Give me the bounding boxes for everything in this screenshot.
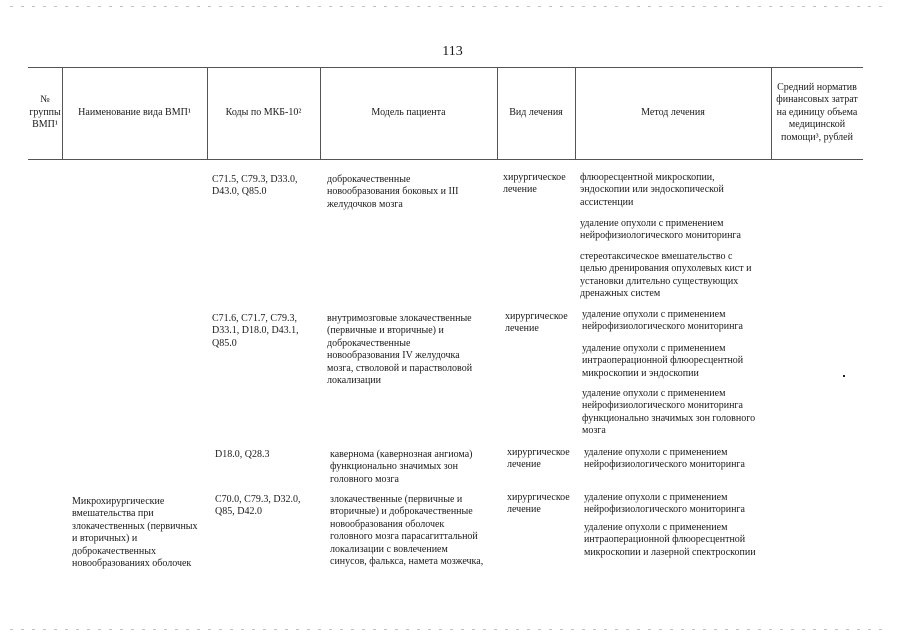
row-4-method-2: удаление опухоли с применением интраоперационной флюоресцентной микроскопии и лазерной спектроскопии — [584, 522, 756, 558]
row-4-model: злокачественные (первичные и вторичные) и доброкачественные новообразования оболочек головного мозга парасагиттальной локализации с вовлечением синусов, фалькса, намета мозжечка, — [330, 494, 484, 568]
header-treatment: Вид лечения — [509, 106, 563, 118]
header-method: Метод лечения — [641, 106, 705, 118]
row-2-method-1: удаление опухоли с применением нейрофизиологического мониторинга — [582, 309, 743, 333]
row-4-name: Микрохирургические вмешательства при злокачественных (первичных и вторичных) и доброкачественных новообразованиях оболочек — [72, 496, 198, 570]
header-bottom-border — [28, 159, 863, 160]
header-model: Модель пациента — [371, 106, 446, 118]
row-4-method-1: удаление опухоли с применением нейрофизиологического мониторинга — [584, 492, 745, 516]
row-2-method-2: удаление опухоли с применением интраоперационной флюоресцентной микроскопии и эндоскопии — [582, 343, 744, 379]
header-cost: Средний норматив финансовых затрат на единицу объема медицинской помощи³, рублей — [776, 81, 858, 143]
row-1-method-2: удаление опухоли с применением нейрофизиологического мониторинга — [580, 218, 741, 242]
page-number: 113 — [442, 44, 463, 59]
row-2-method-3: удаление опухоли с применением нейрофизиологического мониторинга функционально значимых зон головного мозга — [582, 388, 756, 437]
header-group-no: № группы ВМП¹ — [29, 94, 61, 131]
row-3-method-1: удаление опухоли с применением нейрофизиологического мониторинга — [584, 447, 745, 471]
scan-noise-top — [10, 6, 890, 7]
header-codes: Коды по МКБ-10² — [225, 106, 302, 118]
row-1-codes: C71.5, C79.3, D33.0, D43.0, Q85.0 — [212, 174, 298, 198]
row-4-codes: C70.0, C79.3, D32.0, Q85, D42.0 — [215, 494, 301, 518]
row-3-model: кавернома (кавернозная ангиома) функционально значимых зон головного мозга — [330, 449, 473, 485]
row-1-method-3: стереотаксическое вмешательство с целью дренирования опухолевых кист и установки длительно существующих дренажных систем — [580, 251, 752, 300]
scan-noise-bottom — [10, 629, 890, 630]
row-2-codes: C71.6, C71.7, C79.3, D33.1, D18.0, D43.1, Q85.0 — [212, 313, 299, 349]
row-2-model: внутримозговые злокачественные (первичные и вторичные) и доброкачественные новообразования IV желудочка мозга, стволовой и парастволовой локализации — [327, 313, 473, 387]
scan-speck — [843, 375, 845, 377]
row-3-treatment: хирургическое лечение — [507, 447, 570, 471]
row-3-codes: D18.0, Q28.3 — [215, 449, 270, 460]
row-1-model: доброкачественные новообразования боковых и III желудочков мозга — [327, 174, 459, 210]
header-name: Наименование вида ВМП¹ — [78, 106, 191, 118]
row-2-treatment: хирургическое лечение — [505, 311, 568, 335]
row-1-method-1: флюоресцентной микроскопии, эндоскопии или эндоскопической ассистенции — [580, 172, 724, 208]
row-4-treatment: хирургическое лечение — [507, 492, 570, 516]
row-1-treatment: хирургическое лечение — [503, 172, 566, 196]
